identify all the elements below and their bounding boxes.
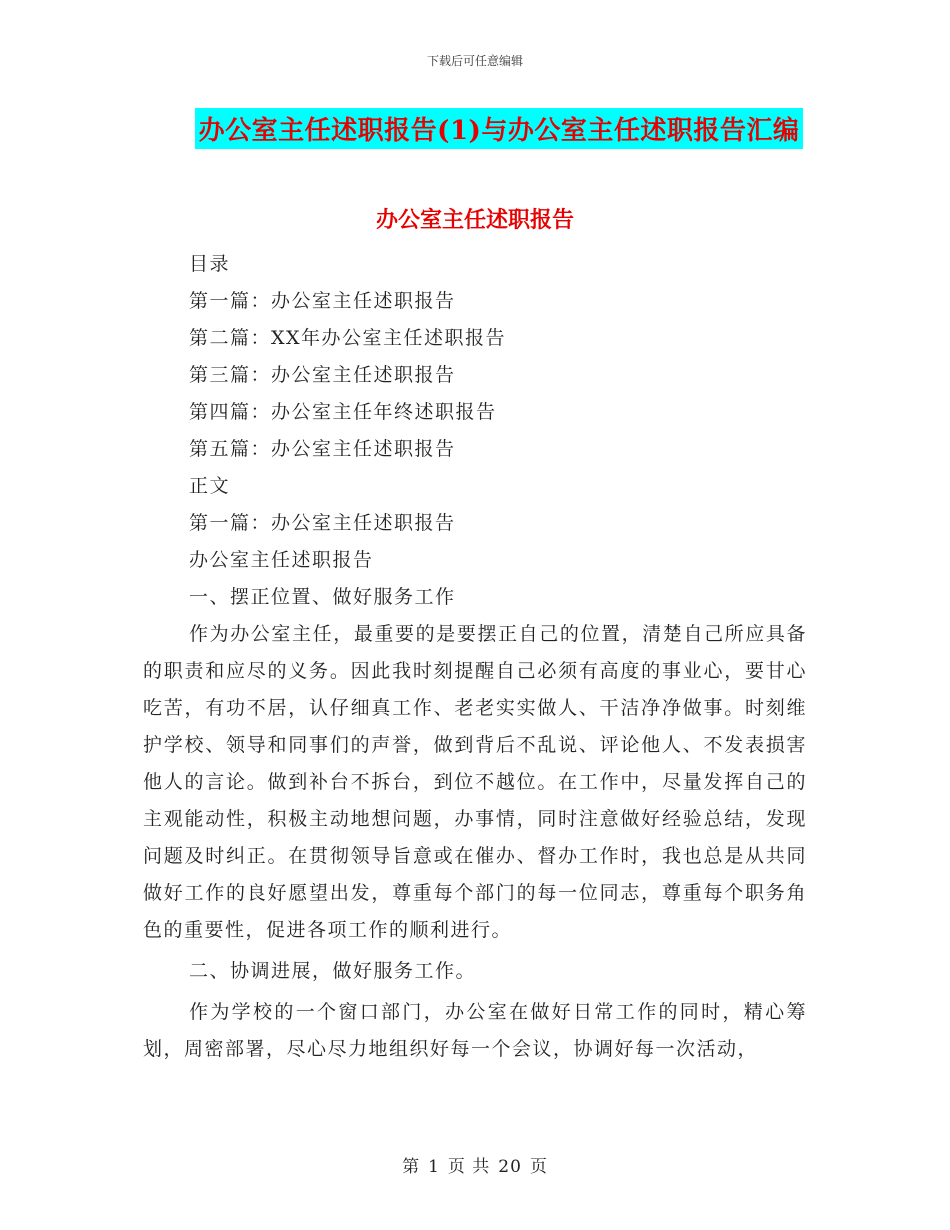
footer-middle: 页 共 xyxy=(447,1157,491,1177)
body-heading: 正文 xyxy=(189,475,231,497)
main-title-wrap xyxy=(0,108,950,149)
toc-item: 第三篇：办公室主任述职报告 xyxy=(189,364,456,386)
footer-total-pages: 20 xyxy=(498,1157,522,1177)
footer-suffix: 页 xyxy=(529,1157,548,1177)
footer-page-number: 1 xyxy=(428,1157,440,1177)
section-heading: 一、摆正位置、做好服务工作 xyxy=(189,586,456,608)
section-heading: 二、协调进展，做好服务工作。 xyxy=(189,960,477,982)
sub-title: 办公室主任述职报告 xyxy=(375,207,574,233)
doc-title: 办公室主任述职报告 xyxy=(189,549,374,571)
toc-item: 第二篇：XX年办公室主任述职报告 xyxy=(189,327,507,349)
footer-prefix: 第 xyxy=(402,1157,421,1177)
document-body xyxy=(143,246,807,1068)
body-paragraph: 作为办公室主任，最重要的是要摆正自己的位置，清楚自己所应具备的职责和应尽的义务。因此我时刻提醒自己必须有高度的事业心，要甘心吃苦，有功不居，认仔细真工作、老老实实做人、干洁净净做事。时刻维护学校、领导和同事们的声誉，做到背后不乱说、评论他人、不发表损害他人的言论。做到补台不拆台，到位不越位。在工作中，尽量发挥自己的主观能动性，积极主动地想问题，办事情，同时注意做好经验总结，发现问题及时纠正。在贯彻领导旨意或在催办、督办工作时，我也总是从共同做好工作的良好愿望出发，尊重每个部门的每一位同志，尊重每个职务角色的重要性，促进各项工作的顺利进行。 xyxy=(143,623,807,941)
toc-item: 第四篇：办公室主任年终述职报告 xyxy=(189,401,497,423)
part-title: 第一篇：办公室主任述职报告 xyxy=(189,512,456,534)
toc-item: 第五篇：办公室主任述职报告 xyxy=(189,438,456,460)
toc-item: 第一篇：办公室主任述职报告 xyxy=(189,290,456,312)
header-note: 下载后可任意编辑 xyxy=(426,54,523,68)
main-title: 办公室主任述职报告(1)与办公室主任述职报告汇编 xyxy=(195,108,804,149)
page-footer xyxy=(0,1152,950,1177)
toc-heading: 目录 xyxy=(189,253,231,275)
body-paragraph: 作为学校的一个窗口部门，办公室在做好日常工作的同时，精心筹划，周密部署，尽心尽力地组织好每一个会议，协调好每一次活动， xyxy=(143,1001,807,1060)
